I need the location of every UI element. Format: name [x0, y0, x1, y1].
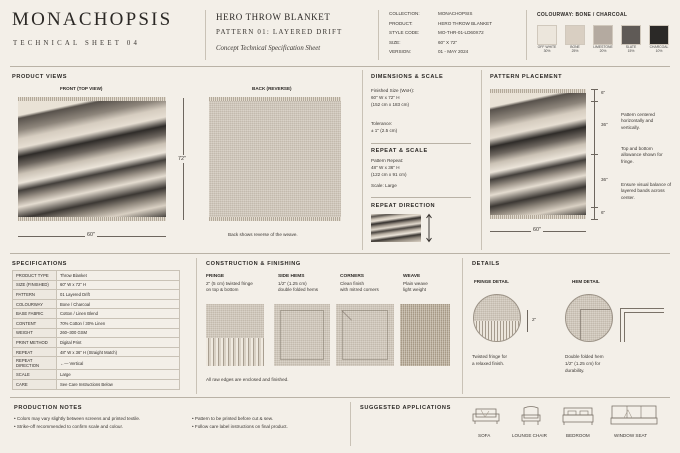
repeat-direction-swatch: [371, 214, 421, 242]
info-value: MONACHOPSIS: [438, 11, 473, 16]
placement-mark: 6": [601, 90, 606, 95]
table-row: PRINT METHOD Digital Print: [13, 338, 180, 348]
width-dim-label: 60": [87, 232, 95, 238]
production-note-2: • Strike-off recommended to confirm scale and colour.: [14, 424, 124, 429]
finished-size-value: 60" W x 72" H: [371, 95, 400, 100]
table-row: CARE See Care Instructions Below: [13, 379, 180, 389]
info-value: 60" X 72": [438, 39, 458, 45]
tolerance-value: ± 1" (2.5 cm): [371, 128, 398, 133]
fringe-note-2: a relaxed finish.: [472, 361, 505, 366]
dim-rule-2: [371, 197, 471, 198]
back-view-note: Back shows reverse of the weave.: [228, 232, 298, 237]
production-note-4: • Follow care label instructions on final product.: [192, 424, 288, 429]
info-value: MO-THR-01-LD60X72: [438, 30, 484, 36]
side-hem-photo: [274, 304, 330, 366]
table-row: PRODUCT TYPE Throw Blanket: [13, 271, 180, 281]
table-row: CONTENT 70% Cotton / 30% Linen: [13, 318, 180, 328]
arrow-vertical-icon: [425, 213, 433, 243]
middle-rule: [10, 253, 670, 254]
info-label: PRODUCT:: [389, 20, 413, 26]
back-view-label: BACK (REVERSE): [252, 86, 292, 91]
application-bedroom: BEDROOM: [566, 433, 590, 438]
repeat-direction-title: REPEAT DIRECTION: [371, 203, 436, 209]
info-label: SIZE:: [389, 39, 401, 45]
hem-diagram: [620, 308, 664, 342]
placement-note-2: Top and bottom allowance shown for fringe.: [621, 146, 663, 164]
placement-note-3: Ensure visual balance of layered bands across center.: [621, 182, 672, 200]
application-lounge-chair: LOUNGE CHAIR: [512, 433, 547, 438]
col-divider: [362, 70, 363, 250]
construction-weave: WEAVE Plain weave light weight: [403, 274, 428, 293]
bed-icon: [562, 406, 594, 426]
swatch-slate: SLATE 15%: [621, 25, 643, 53]
hem-note-3: durability.: [565, 368, 585, 373]
back-view-rug: [209, 97, 341, 221]
colourway-swatches: [537, 25, 671, 53]
colourway-title: COLOURWAY: BONE / CHARCOAL: [537, 12, 628, 18]
placement-tick: [591, 101, 598, 102]
table-row: BASE FABRIC Cotton / Linen Blend: [13, 309, 180, 319]
info-value: HERO THROW BLANKET: [438, 20, 493, 26]
construction-fringe: FRINGE 2" (5 cm) twisted fringe on top & bottom: [206, 274, 253, 293]
weave-photo: [400, 304, 450, 366]
dim-rule-1: [371, 143, 471, 144]
table-row: SCALE Large: [13, 370, 180, 380]
placement-mark: 36": [601, 122, 608, 127]
table-row: REPEAT 48" W x 36" H (Straight Match): [13, 347, 180, 357]
repeat-cm: (122 cm x 91 cm): [371, 172, 407, 177]
hem-note-2: 1/2" (1.25 cm) for: [565, 361, 601, 366]
construction-side-hems: SIDE HEMS 1/2" (1.25 cm) double folded hems: [278, 274, 319, 293]
hem-detail-circle: [565, 294, 613, 342]
window-seat-icon: [610, 404, 658, 428]
product-title: HERO THROW BLANKET: [216, 12, 331, 22]
table-row: COLOURWAY Bone / Charcoal: [13, 299, 180, 309]
placement-rug: [490, 89, 586, 219]
corner-photo: [336, 304, 394, 366]
front-view-label: FRONT (TOP VIEW): [60, 86, 103, 91]
pattern-title: PATTERN 01: LAYERED DRIFT: [216, 28, 343, 36]
lounge-chair-icon: [520, 405, 542, 427]
height-dim-label: 72": [178, 156, 186, 162]
header-divider-2: [378, 10, 379, 60]
col-divider-4: [462, 258, 463, 394]
info-label: COLLECTION:: [389, 11, 420, 16]
sofa-icon: [472, 406, 500, 426]
production-note-3: • Pattern to be printed before cut & sew.: [192, 416, 274, 421]
info-label: VERSION:: [389, 49, 411, 55]
info-value: 01 - MAY 2024: [438, 49, 469, 55]
placement-mark: 36": [601, 177, 608, 182]
header-rule: [10, 66, 670, 67]
application-window-seat: WINDOW SEAT: [614, 433, 648, 438]
tolerance-label: Tolerance:: [371, 121, 393, 126]
repeat-value: 48" W x 36" H: [371, 165, 400, 170]
hem-detail-title: HEM DETAIL: [572, 279, 600, 284]
swatch-charcoal: CHARCOAL 10%: [649, 25, 671, 53]
placement-width-label: 60": [533, 227, 541, 233]
header-divider-3: [526, 10, 527, 60]
col-divider-2: [481, 70, 482, 250]
front-view-rug: [18, 97, 166, 221]
placement-tick: [591, 89, 598, 90]
fringe-photo: [206, 304, 264, 366]
table-row: WEIGHT 260–300 GSM: [13, 328, 180, 338]
placement-mark: 6": [601, 210, 606, 215]
construction-corners: CORNERS Clean finish with mitred corners: [340, 274, 379, 293]
construction-title: CONSTRUCTION & FINISHING: [206, 261, 301, 267]
swatch-limestone: LIMESTONE 20%: [593, 25, 615, 53]
col-divider-3: [196, 258, 197, 394]
table-row: REPEAT DIRECTION ←— Vertical: [13, 357, 180, 370]
placement-title: PATTERN PLACEMENT: [490, 74, 563, 80]
tagline: Concept Technical Specification Sheet: [216, 45, 321, 52]
placement-tick: [591, 219, 598, 220]
bottom-rule: [10, 397, 670, 398]
scale-value: Scale: Large: [371, 183, 397, 188]
info-label: STYLE CODE:: [389, 30, 420, 36]
placement-tick: [591, 207, 598, 208]
brand-subtitle: TECHNICAL SHEET 04: [13, 40, 141, 47]
swatch-off-white: OFF WHITE 30%: [537, 25, 559, 53]
table-row: SIZE (FINISHED) 60" W x 72" H: [13, 280, 180, 290]
applications-title: SUGGESTED APPLICATIONS: [360, 405, 451, 411]
construction-note: All raw edges are enclosed and finished.: [206, 377, 289, 382]
specs-title: SPECIFICATIONS: [12, 261, 67, 267]
repeat-title: REPEAT & SCALE: [371, 148, 428, 154]
brand-name: MONACHOPSIS: [12, 9, 173, 30]
table-row: PATTERN 01 Layered Drift: [13, 290, 180, 300]
fringe-detail-title: FRINGE DETAIL: [474, 279, 509, 284]
product-info: [389, 11, 519, 59]
swatch-bone: BONE 25%: [565, 25, 587, 53]
product-views-title: PRODUCT VIEWS: [12, 74, 68, 80]
fringe-dim-label: 2": [532, 317, 537, 322]
dimensions-title: DIMENSIONS & SCALE: [371, 74, 444, 80]
fringe-note-1: Twisted fringe for: [472, 354, 507, 359]
production-note-1: • Colors may vary slightly between screens and printed textile.: [14, 416, 141, 421]
col-divider-5: [350, 402, 351, 446]
placement-tick: [591, 154, 598, 155]
placement-note-1: Pattern centered horizontally and vertically.: [621, 112, 655, 130]
header-divider-1: [205, 10, 206, 60]
finished-size-label: Finished Size (WxH):: [371, 88, 415, 93]
fringe-detail-circle: [473, 294, 521, 342]
hem-note-1: Double folded hem: [565, 354, 604, 359]
repeat-label: Pattern Repeat:: [371, 158, 404, 163]
details-title: DETAILS: [472, 261, 500, 267]
fringe-dim-line: [527, 310, 528, 332]
specs-table: [12, 270, 180, 390]
production-title: PRODUCTION NOTES: [14, 405, 83, 411]
application-sofa: SOFA: [478, 433, 491, 438]
finished-size-cm: (152 cm x 183 cm): [371, 102, 410, 107]
